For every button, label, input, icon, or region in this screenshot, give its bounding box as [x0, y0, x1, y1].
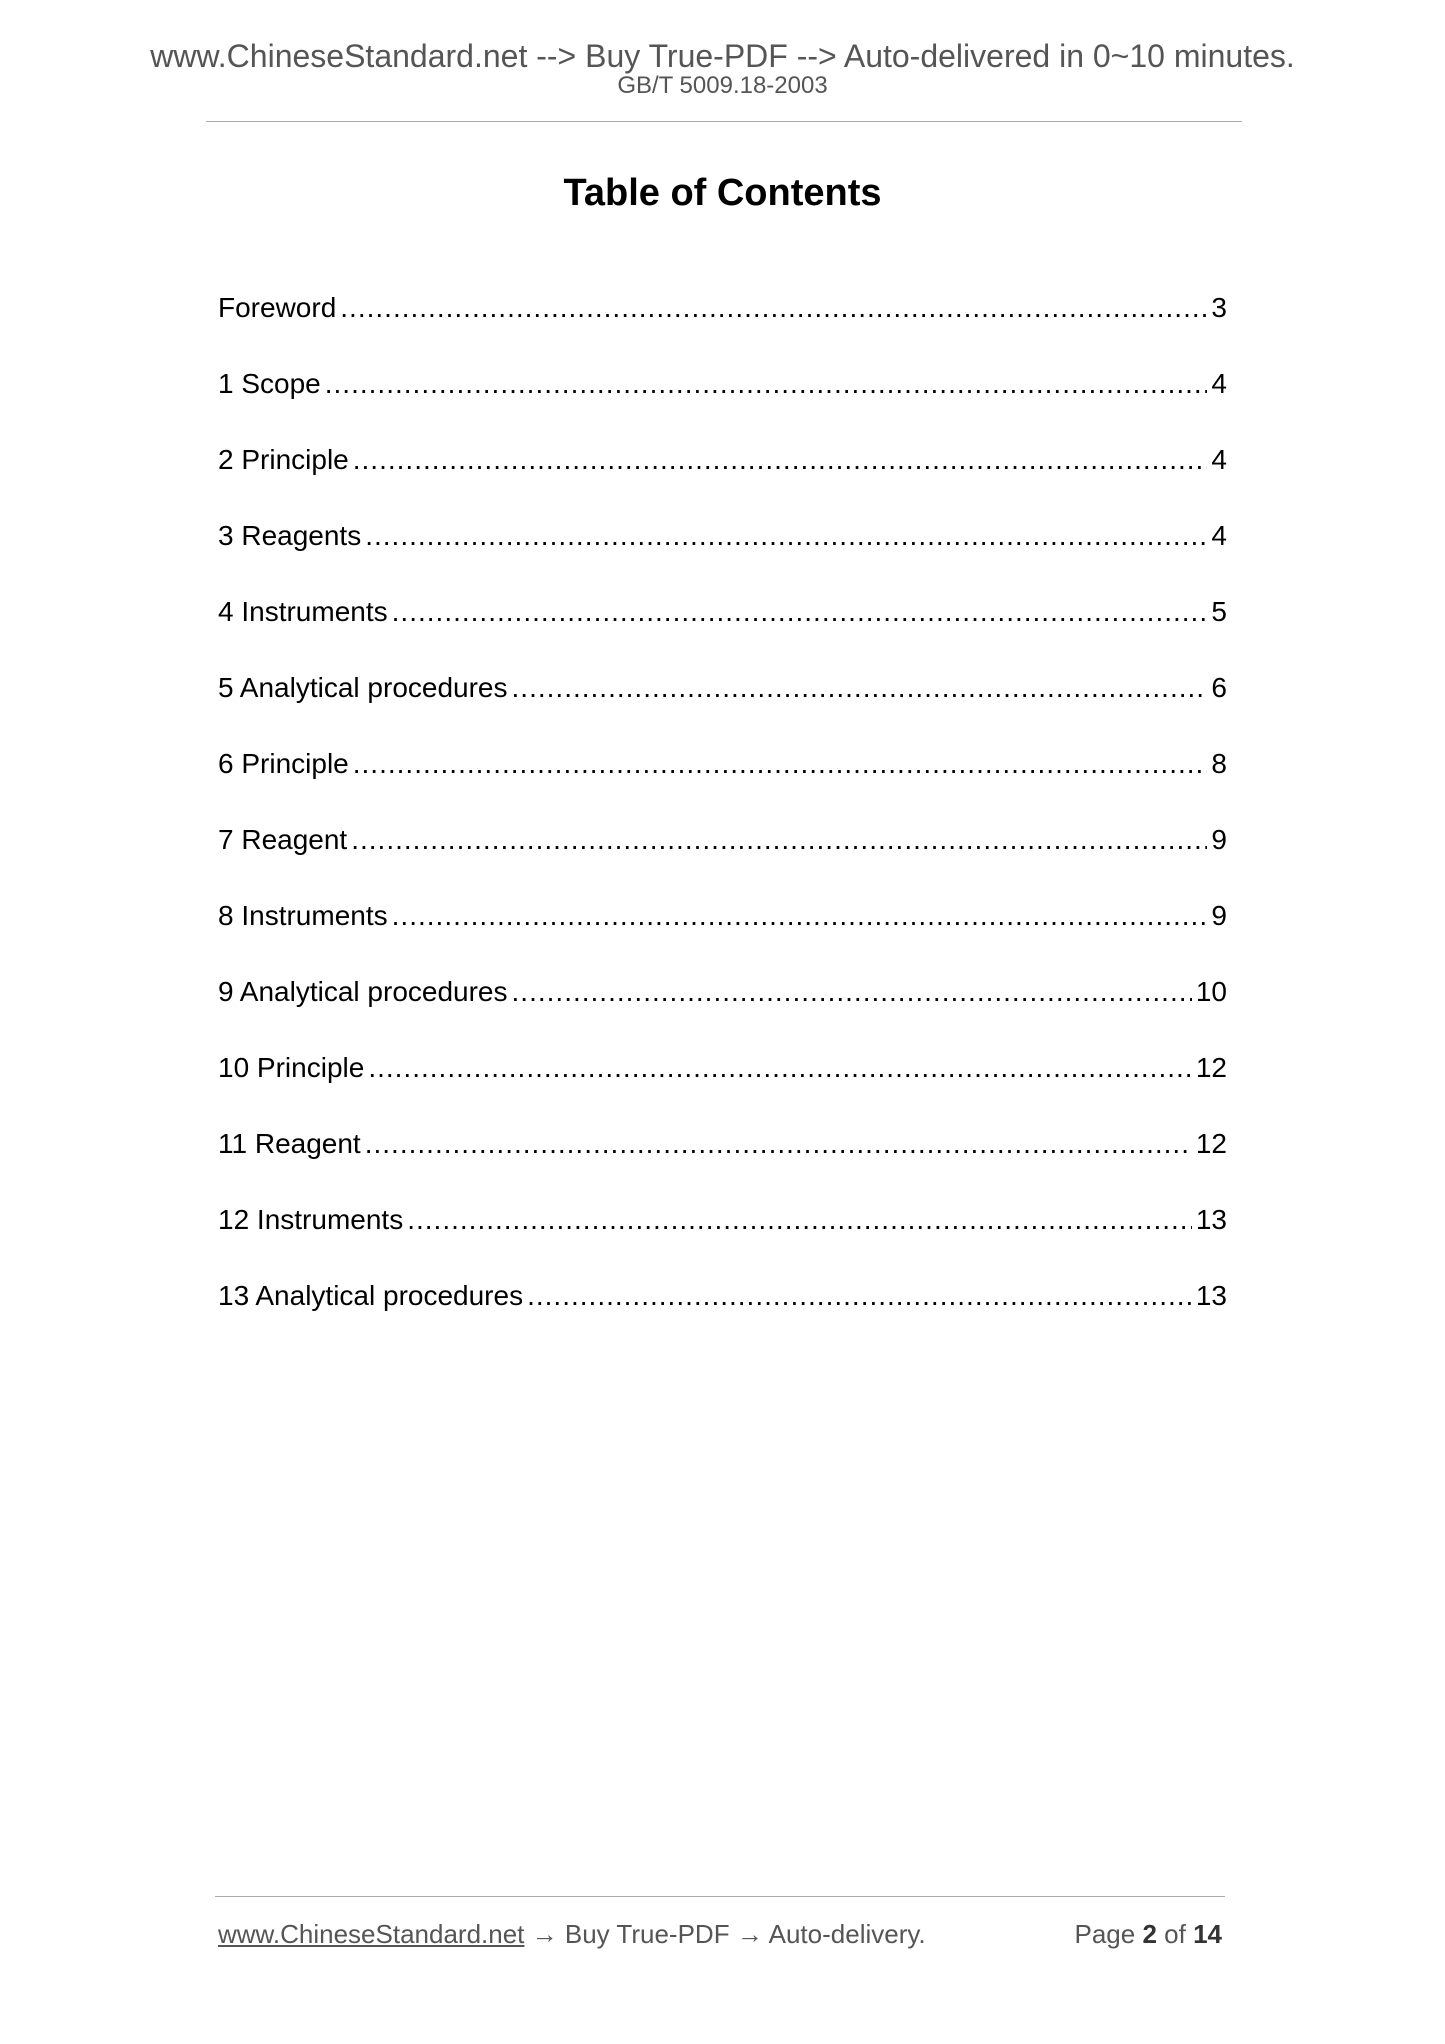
toc-leader-dots	[353, 738, 1208, 790]
toc-entry-reagent-11[interactable]	[218, 1118, 1227, 1194]
toc-entry-reagents-3[interactable]	[218, 510, 1227, 586]
toc-entry-label: 11 Reagent	[218, 1128, 361, 1159]
toc-leader-dots	[368, 1042, 1192, 1094]
toc-entry-page: 5	[1211, 596, 1227, 627]
footer-delivery-text: Auto-delivery.	[768, 1919, 926, 1949]
toc-entry-page: 4	[1211, 444, 1227, 475]
page-current: 2	[1142, 1919, 1157, 1949]
page-footer	[218, 1914, 1222, 1954]
toc-entry-label: 13 Analytical procedures	[218, 1280, 524, 1311]
toc-entry-label: 3 Reagents	[218, 520, 362, 551]
arrow-right-icon: →	[531, 1919, 558, 1949]
toc-entry-instruments-12[interactable]	[218, 1194, 1227, 1270]
toc-leader-dots	[365, 510, 1207, 562]
toc-leader-dots	[527, 1270, 1192, 1322]
toc-leader-dots	[512, 966, 1192, 1018]
toc-entry-analytical-procedures-5[interactable]	[218, 662, 1227, 738]
toc-entry-label: 9 Analytical procedures	[218, 976, 508, 1007]
toc-entry-label: 1 Scope	[218, 368, 321, 399]
toc-entry-reagent-7[interactable]	[218, 814, 1227, 890]
page-word: Page	[1074, 1919, 1136, 1949]
toc-entry-page: 9	[1211, 824, 1227, 855]
toc-entry-instruments-8[interactable]	[218, 890, 1227, 966]
toc-list	[218, 282, 1227, 1346]
toc-leader-dots	[407, 1194, 1192, 1246]
toc-entry-page: 3	[1211, 292, 1227, 323]
toc-entry-label: 4 Instruments	[218, 596, 388, 627]
toc-leader-dots	[340, 282, 1207, 334]
page-total: 14	[1193, 1919, 1222, 1949]
toc-entry-principle-6[interactable]	[218, 738, 1227, 814]
toc-entry-page: 10	[1195, 976, 1227, 1007]
toc-entry-page: 8	[1211, 748, 1227, 779]
toc-entry-principle-2[interactable]	[218, 434, 1227, 510]
toc-entry-label: 12 Instruments	[218, 1204, 404, 1235]
toc-entry-label: 10 Principle	[218, 1052, 365, 1083]
of-word: of	[1164, 1919, 1186, 1949]
toc-title: Table of Contents	[563, 172, 882, 214]
toc-entry-label: Foreword	[218, 292, 337, 323]
toc-entry-page: 4	[1211, 368, 1227, 399]
arrow-right-icon: →	[736, 1919, 763, 1949]
page-number	[1074, 1914, 1222, 1954]
toc-leader-dots	[353, 434, 1208, 486]
top-banner: www.ChineseStandard.net --> Buy True-PDF --> Auto-delivered in 0~10 minutes.	[150, 38, 1295, 74]
toc-entry-analytical-procedures-9[interactable]	[218, 966, 1227, 1042]
toc-entry-principle-10[interactable]	[218, 1042, 1227, 1118]
toc-entry-label: 6 Principle	[218, 748, 349, 779]
toc-leader-dots	[351, 814, 1207, 866]
toc-entry-label: 2 Principle	[218, 444, 349, 475]
toc-entry-page: 12	[1195, 1128, 1227, 1159]
toc-entry-page: 13	[1195, 1204, 1227, 1235]
footer-site-link[interactable]: www.ChineseStandard.net	[218, 1919, 525, 1949]
header-divider	[206, 121, 1242, 122]
footer-buy-text: Buy True-PDF	[564, 1919, 730, 1949]
toc-leader-dots	[392, 890, 1208, 942]
toc-leader-dots	[325, 358, 1208, 410]
footer-divider	[215, 1896, 1225, 1897]
toc-leader-dots	[512, 662, 1208, 714]
toc-entry-page: 12	[1195, 1052, 1227, 1083]
toc-leader-dots	[392, 586, 1208, 638]
document-code: GB/T 5009.18-2003	[617, 72, 828, 99]
toc-entry-foreword[interactable]	[218, 282, 1227, 358]
toc-entry-page: 4	[1211, 520, 1227, 551]
toc-entry-scope[interactable]	[218, 358, 1227, 434]
toc-entry-label: 8 Instruments	[218, 900, 388, 931]
toc-entry-label: 5 Analytical procedures	[218, 672, 508, 703]
toc-entry-instruments-4[interactable]	[218, 586, 1227, 662]
toc-leader-dots	[365, 1118, 1192, 1170]
toc-entry-page: 9	[1211, 900, 1227, 931]
footer-left	[218, 1914, 926, 1954]
toc-entry-analytical-procedures-13[interactable]	[218, 1270, 1227, 1346]
toc-entry-label: 7 Reagent	[218, 824, 348, 855]
toc-entry-page: 13	[1195, 1280, 1227, 1311]
toc-entry-page: 6	[1211, 672, 1227, 703]
